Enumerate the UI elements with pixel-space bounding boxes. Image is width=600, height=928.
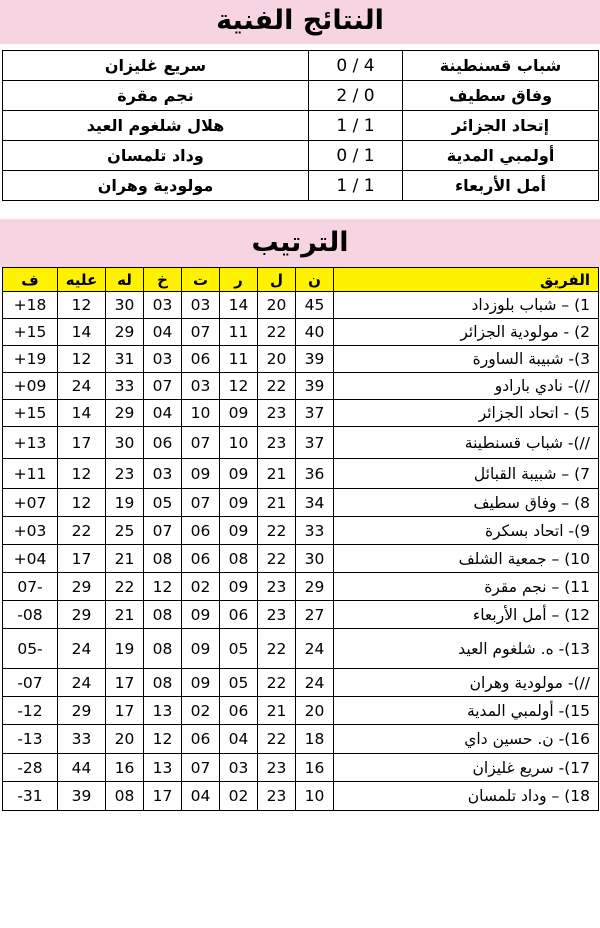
standings-cell-team: //)- نادي بارادو — [334, 373, 599, 400]
standings-row — [3, 489, 599, 517]
standings-cell-goals-for: 30 — [106, 427, 144, 459]
standings-cell-played: 23 — [258, 427, 296, 459]
standings-header-row — [3, 268, 599, 292]
standings-cell-points: 37 — [296, 400, 334, 427]
standings-cell-drawn: 10 — [182, 400, 220, 427]
standings-cell-goals-for: 29 — [106, 319, 144, 346]
standings-cell-goal-diff: -31 — [3, 782, 58, 811]
standings-cell-goals-for: 19 — [106, 489, 144, 517]
standings-cell-points: 10 — [296, 782, 334, 811]
standings-cell-goals-for: 23 — [106, 459, 144, 489]
standings-cell-played: 23 — [258, 782, 296, 811]
header-lost: خ — [144, 268, 182, 292]
standings-cell-points: 20 — [296, 697, 334, 725]
standings-cell-points: 37 — [296, 427, 334, 459]
section-gap — [0, 201, 600, 219]
standings-cell-drawn: 02 — [182, 697, 220, 725]
standings-cell-played: 23 — [258, 400, 296, 427]
result-score: 2 / 0 — [309, 81, 403, 111]
header-won: ر — [220, 268, 258, 292]
standings-cell-played: 23 — [258, 601, 296, 629]
header-played: ل — [258, 268, 296, 292]
standings-cell-played: 20 — [258, 292, 296, 319]
standings-cell-won: 09 — [220, 573, 258, 601]
standings-cell-team: 12) – أمل الأربعاء — [334, 601, 599, 629]
standings-cell-played: 22 — [258, 545, 296, 573]
standings-cell-lost: 17 — [144, 782, 182, 811]
result-away-team: هلال شلغوم العيد — [3, 111, 309, 141]
standings-cell-team: 2) - مولودية الجزائر — [334, 319, 599, 346]
standings-cell-goals-against: 22 — [58, 517, 106, 545]
standings-cell-goals-against: 17 — [58, 545, 106, 573]
standings-cell-team: 13)- ه. شلغوم العيد — [334, 629, 599, 669]
result-away-team: مولودية وهران — [3, 171, 309, 201]
standings-cell-won: 05 — [220, 629, 258, 669]
standings-cell-goal-diff: +18 — [3, 292, 58, 319]
standings-row — [3, 545, 599, 573]
standings-row — [3, 373, 599, 400]
standings-cell-team: 5) - اتحاد الجزائر — [334, 400, 599, 427]
standings-cell-team: 18) – وداد تلمسان — [334, 782, 599, 811]
standings-cell-won: 10 — [220, 427, 258, 459]
standings-cell-won: 02 — [220, 782, 258, 811]
standings-cell-drawn: 06 — [182, 725, 220, 754]
standings-cell-goals-against: 39 — [58, 782, 106, 811]
result-score: 0 / 1 — [309, 141, 403, 171]
standings-cell-goals-against: 12 — [58, 346, 106, 373]
standings-cell-played: 21 — [258, 697, 296, 725]
result-home-team: شباب قسنطينة — [403, 51, 599, 81]
standings-cell-lost: 07 — [144, 517, 182, 545]
standings-row — [3, 427, 599, 459]
standings-cell-goals-for: 08 — [106, 782, 144, 811]
standings-cell-lost: 13 — [144, 697, 182, 725]
standings-cell-goals-for: 21 — [106, 545, 144, 573]
standings-cell-played: 23 — [258, 573, 296, 601]
standings-cell-drawn: 03 — [182, 373, 220, 400]
standings-cell-points: 39 — [296, 373, 334, 400]
standings-cell-lost: 12 — [144, 725, 182, 754]
standings-cell-goals-against: 24 — [58, 669, 106, 697]
standings-row — [3, 629, 599, 669]
results-title: النتائج الفنية — [0, 0, 600, 44]
standings-cell-drawn: 07 — [182, 754, 220, 782]
result-score: 1 / 1 — [309, 171, 403, 201]
standings-cell-played: 23 — [258, 754, 296, 782]
standings-cell-goals-for: 17 — [106, 669, 144, 697]
standings-cell-points: 40 — [296, 319, 334, 346]
standings-cell-goal-diff: +19 — [3, 346, 58, 373]
results-table — [2, 50, 599, 201]
result-row — [3, 141, 599, 171]
standings-cell-played: 22 — [258, 319, 296, 346]
standings-cell-goals-for: 21 — [106, 601, 144, 629]
standings-cell-lost: 03 — [144, 292, 182, 319]
standings-cell-won: 12 — [220, 373, 258, 400]
standings-cell-goal-diff: 07- — [3, 573, 58, 601]
standings-cell-goal-diff: +07 — [3, 489, 58, 517]
standings-cell-points: 18 — [296, 725, 334, 754]
standings-cell-drawn: 09 — [182, 669, 220, 697]
standings-cell-points: 29 — [296, 573, 334, 601]
result-home-team: وفاق سطيف — [403, 81, 599, 111]
standings-row — [3, 346, 599, 373]
standings-cell-goals-for: 33 — [106, 373, 144, 400]
standings-cell-team: 3)- شبيبة الساورة — [334, 346, 599, 373]
standings-cell-goals-for: 20 — [106, 725, 144, 754]
header-points: ن — [296, 268, 334, 292]
standings-cell-drawn: 07 — [182, 427, 220, 459]
standings-cell-played: 22 — [258, 373, 296, 400]
standings-cell-goals-against: 29 — [58, 573, 106, 601]
standings-cell-goal-diff: 05- — [3, 629, 58, 669]
result-row — [3, 51, 599, 81]
standings-cell-goals-against: 12 — [58, 459, 106, 489]
standings-cell-points: 27 — [296, 601, 334, 629]
standings-cell-goals-for: 29 — [106, 400, 144, 427]
standings-row — [3, 697, 599, 725]
standings-cell-goals-against: 14 — [58, 400, 106, 427]
standings-cell-team: //)- مولودية وهران — [334, 669, 599, 697]
standings-cell-team: 9)- اتحاد بسكرة — [334, 517, 599, 545]
standings-row — [3, 517, 599, 545]
standings-cell-goal-diff: -13 — [3, 725, 58, 754]
standings-cell-drawn: 07 — [182, 319, 220, 346]
standings-table — [2, 267, 599, 811]
standings-cell-points: 24 — [296, 669, 334, 697]
standings-row — [3, 292, 599, 319]
standings-cell-points: 33 — [296, 517, 334, 545]
result-away-team: سريع غليزان — [3, 51, 309, 81]
standings-cell-points: 16 — [296, 754, 334, 782]
standings-cell-goals-against: 24 — [58, 629, 106, 669]
standings-cell-lost: 07 — [144, 373, 182, 400]
standings-cell-goals-against: 14 — [58, 319, 106, 346]
standings-cell-won: 14 — [220, 292, 258, 319]
standings-cell-drawn: 09 — [182, 629, 220, 669]
standings-cell-goals-against: 17 — [58, 427, 106, 459]
standings-cell-goals-against: 33 — [58, 725, 106, 754]
standings-cell-team: 17)- سريع غليزان — [334, 754, 599, 782]
standings-cell-points: 24 — [296, 629, 334, 669]
standings-cell-won: 03 — [220, 754, 258, 782]
standings-cell-drawn: 06 — [182, 346, 220, 373]
standings-row — [3, 400, 599, 427]
standings-row — [3, 573, 599, 601]
standings-cell-drawn: 06 — [182, 545, 220, 573]
standings-cell-won: 05 — [220, 669, 258, 697]
header-team: الفريق — [334, 268, 599, 292]
standings-cell-team: 7) – شبيبة القبائل — [334, 459, 599, 489]
standings-title: الترتيب — [0, 219, 600, 267]
standings-cell-goals-against: 29 — [58, 601, 106, 629]
standings-cell-team: 15)- أولمبي المدية — [334, 697, 599, 725]
standings-row — [3, 754, 599, 782]
standings-cell-played: 22 — [258, 629, 296, 669]
standings-cell-won: 09 — [220, 517, 258, 545]
standings-cell-goals-for: 17 — [106, 697, 144, 725]
standings-row — [3, 669, 599, 697]
header-goals-for: له — [106, 268, 144, 292]
standings-cell-goal-diff: +03 — [3, 517, 58, 545]
standings-cell-lost: 06 — [144, 427, 182, 459]
result-home-team: إتحاد الجزائر — [403, 111, 599, 141]
standings-cell-drawn: 06 — [182, 517, 220, 545]
result-home-team: أولمبي المدية — [403, 141, 599, 171]
standings-row — [3, 459, 599, 489]
standings-cell-won: 08 — [220, 545, 258, 573]
standings-cell-lost: 04 — [144, 319, 182, 346]
standings-cell-goals-for: 22 — [106, 573, 144, 601]
standings-cell-goal-diff: -07 — [3, 669, 58, 697]
standings-cell-goal-diff: +13 — [3, 427, 58, 459]
standings-cell-goals-for: 16 — [106, 754, 144, 782]
standings-cell-lost: 08 — [144, 601, 182, 629]
standings-cell-goal-diff: -28 — [3, 754, 58, 782]
standings-cell-lost: 03 — [144, 459, 182, 489]
result-score: 1 / 1 — [309, 111, 403, 141]
standings-row — [3, 782, 599, 811]
standings-cell-goals-for: 25 — [106, 517, 144, 545]
standings-cell-points: 39 — [296, 346, 334, 373]
standings-cell-goals-against: 44 — [58, 754, 106, 782]
standings-cell-goals-against: 29 — [58, 697, 106, 725]
standings-cell-lost: 04 — [144, 400, 182, 427]
standings-cell-points: 36 — [296, 459, 334, 489]
result-away-team: وداد تلمسان — [3, 141, 309, 171]
standings-cell-team: 8) – وفاق سطيف — [334, 489, 599, 517]
standings-cell-lost: 08 — [144, 629, 182, 669]
standings-cell-points: 45 — [296, 292, 334, 319]
standings-cell-team: 16)- ن. حسين داي — [334, 725, 599, 754]
standings-cell-won: 06 — [220, 697, 258, 725]
standings-cell-drawn: 02 — [182, 573, 220, 601]
standings-row — [3, 319, 599, 346]
result-row — [3, 171, 599, 201]
results-body — [3, 51, 599, 201]
standings-cell-played: 22 — [258, 517, 296, 545]
standings-body — [3, 268, 599, 811]
header-goals-against: عليه — [58, 268, 106, 292]
standings-cell-lost: 03 — [144, 346, 182, 373]
standings-cell-won: 06 — [220, 601, 258, 629]
standings-row — [3, 725, 599, 754]
result-score: 0 / 4 — [309, 51, 403, 81]
standings-cell-lost: 13 — [144, 754, 182, 782]
standings-cell-goal-diff: +09 — [3, 373, 58, 400]
standings-cell-played: 21 — [258, 489, 296, 517]
standings-cell-won: 04 — [220, 725, 258, 754]
result-row — [3, 81, 599, 111]
standings-cell-goal-diff: -08 — [3, 601, 58, 629]
standings-cell-won: 11 — [220, 346, 258, 373]
standings-cell-goal-diff: -12 — [3, 697, 58, 725]
result-row — [3, 111, 599, 141]
standings-cell-goals-against: 24 — [58, 373, 106, 400]
standings-cell-lost: 05 — [144, 489, 182, 517]
standings-cell-points: 30 — [296, 545, 334, 573]
standings-cell-lost: 12 — [144, 573, 182, 601]
standings-cell-lost: 08 — [144, 545, 182, 573]
standings-cell-played: 20 — [258, 346, 296, 373]
header-goal-diff: ف — [3, 268, 58, 292]
standings-cell-goals-for: 30 — [106, 292, 144, 319]
standings-cell-goals-against: 12 — [58, 292, 106, 319]
standings-cell-played: 22 — [258, 725, 296, 754]
header-drawn: ت — [182, 268, 220, 292]
standings-row — [3, 601, 599, 629]
standings-cell-team: //)- شباب قسنطينة — [334, 427, 599, 459]
standings-cell-won: 09 — [220, 489, 258, 517]
standings-cell-goals-for: 31 — [106, 346, 144, 373]
standings-cell-goals-for: 19 — [106, 629, 144, 669]
standings-cell-played: 21 — [258, 459, 296, 489]
standings-cell-drawn: 04 — [182, 782, 220, 811]
standings-cell-goal-diff: +15 — [3, 400, 58, 427]
standings-cell-goal-diff: +15 — [3, 319, 58, 346]
standings-cell-drawn: 09 — [182, 601, 220, 629]
standings-cell-team: 1) – شباب بلوزداد — [334, 292, 599, 319]
standings-cell-won: 09 — [220, 459, 258, 489]
standings-cell-team: 10) – جمعية الشلف — [334, 545, 599, 573]
standings-cell-played: 22 — [258, 669, 296, 697]
standings-cell-points: 34 — [296, 489, 334, 517]
standings-cell-drawn: 09 — [182, 459, 220, 489]
standings-cell-drawn: 03 — [182, 292, 220, 319]
standings-cell-goal-diff: +11 — [3, 459, 58, 489]
standings-cell-goal-diff: +04 — [3, 545, 58, 573]
standings-cell-won: 09 — [220, 400, 258, 427]
standings-cell-won: 11 — [220, 319, 258, 346]
result-away-team: نجم مقرة — [3, 81, 309, 111]
standings-cell-goals-against: 12 — [58, 489, 106, 517]
standings-cell-team: 11) – نجم مقرة — [334, 573, 599, 601]
standings-cell-lost: 08 — [144, 669, 182, 697]
standings-cell-drawn: 07 — [182, 489, 220, 517]
result-home-team: أمل الأربعاء — [403, 171, 599, 201]
